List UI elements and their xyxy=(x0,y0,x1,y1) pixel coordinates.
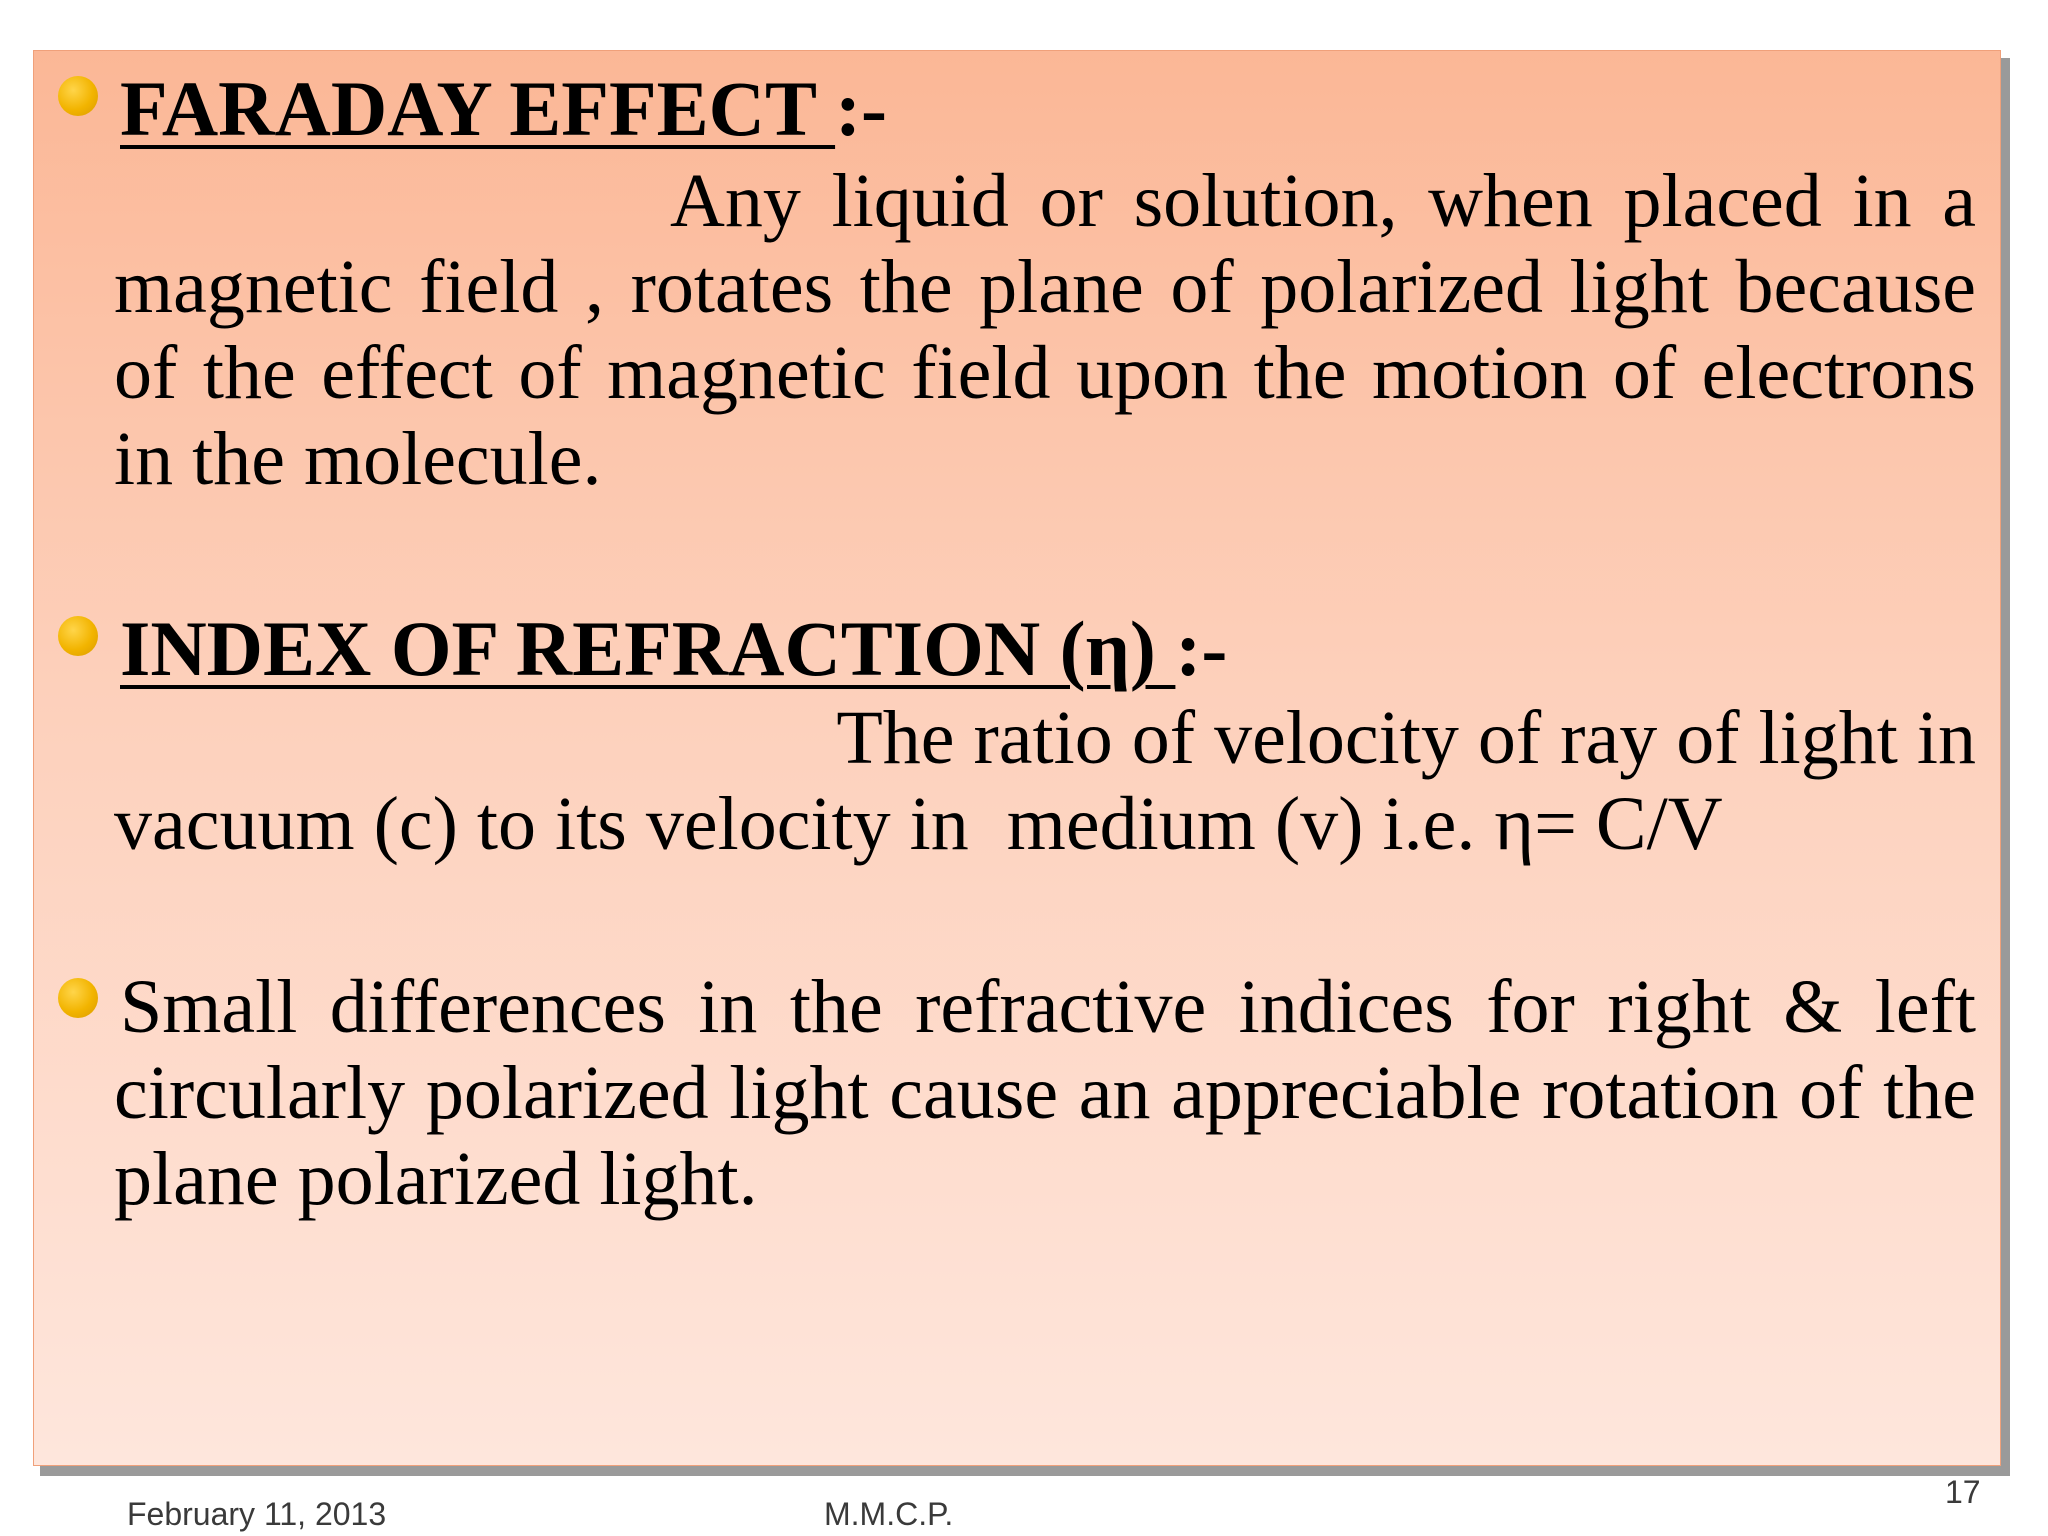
refraction-paragraph-line2: vacuum (c) to its velocity in medium (v) i.e. η= C/V xyxy=(114,782,1723,866)
faraday-heading-suffix: :- xyxy=(835,65,888,152)
faraday-heading-text: FARADAY EFFECT xyxy=(120,65,836,152)
rotation-paragraph xyxy=(114,964,1976,1222)
footer-author: M.M.C.P. xyxy=(824,1496,954,1532)
refraction-heading-suffix: :- xyxy=(1175,605,1228,692)
refraction-heading-text: INDEX OF REFRACTION (η) xyxy=(120,605,1176,692)
bullet-icon xyxy=(58,978,98,1018)
refraction-paragraph-line1: The ratio of velocity of ray of light in xyxy=(836,696,1976,780)
rotation-paragraph-text: Small differences in the refractive indices for right & left circularly polarized light cause an appreciable rotation of the plane polarized light. xyxy=(114,965,1976,1221)
footer-page-number: 17 xyxy=(1945,1474,1981,1510)
bullet-icon xyxy=(58,616,98,656)
bullet-icon xyxy=(58,76,98,116)
faraday-paragraph-text: Any liquid or solution, when placed in a magnetic field , rotates the plane of polarized light because of the effect of magnetic field upon the motion of electrons in the molecule. xyxy=(114,159,1976,501)
footer-date: February 11, 2013 xyxy=(127,1496,387,1532)
faraday-paragraph xyxy=(114,158,1976,502)
faraday-heading xyxy=(120,65,888,152)
refraction-paragraph xyxy=(114,695,1976,867)
refraction-heading xyxy=(120,605,1228,692)
